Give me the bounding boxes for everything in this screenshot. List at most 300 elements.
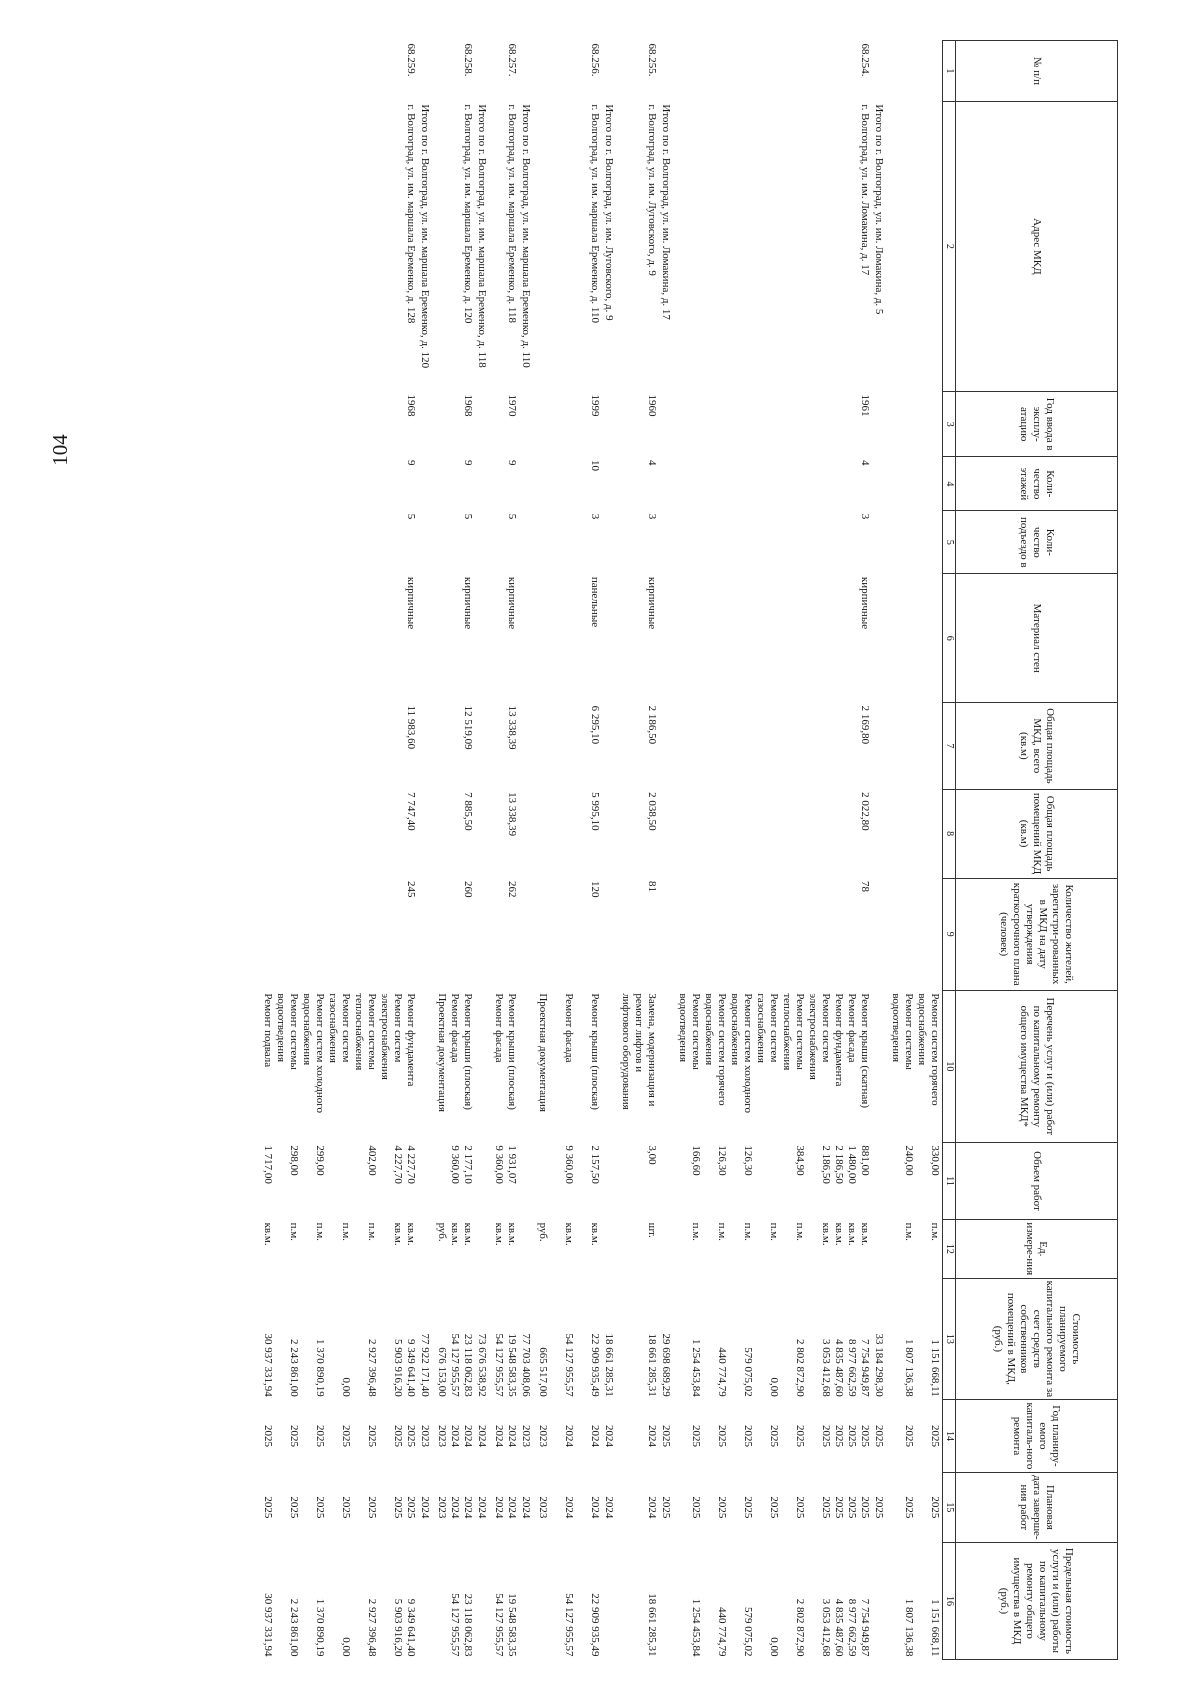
column-number: 16 — [943, 1542, 956, 1659]
repair-cost — [491, 1278, 519, 1400]
building-address — [888, 101, 943, 391]
building-address: г. Волгоград, ул. им. маршала Еременко, д. 110 — [589, 104, 601, 324]
floors-count: 10 — [589, 459, 601, 471]
end-date-line — [352, 1475, 365, 1539]
limit-cost — [888, 1542, 943, 1659]
floors-count: 4 — [859, 459, 871, 466]
total-plan-year-line: 2024 — [476, 1424, 488, 1447]
column-number: 14 — [943, 1400, 956, 1473]
plan-year-line: 2025 — [366, 1424, 378, 1447]
limit-cost-line — [352, 1545, 365, 1656]
work-type-line: теплоснабжения — [353, 993, 365, 1071]
end-date-line: 2025 — [392, 1496, 404, 1519]
total-plan-year — [519, 1400, 535, 1473]
residents-count: 245 — [405, 881, 417, 898]
plan-year-line: 2025 — [903, 1424, 915, 1447]
limit-cost-line: 22 909 935,49 — [589, 1593, 601, 1657]
work-type-line: водоотведения — [890, 993, 902, 1063]
limit-cost-line: 1 254 453,84 — [690, 1598, 702, 1657]
repair-cost-line — [352, 1281, 365, 1397]
work-type-line: Ремонт системы — [903, 993, 915, 1070]
column-number: 2 — [943, 101, 956, 391]
end-date-line — [274, 1475, 287, 1539]
total-area: 2 186,50 — [646, 705, 658, 745]
commission-year: 1999 — [589, 394, 601, 417]
plan-year-line: 2024 — [493, 1424, 505, 1447]
work-type-line: Ремонт крыши (плоская) — [506, 993, 518, 1110]
work-type-line: Ремонт системы — [366, 993, 378, 1070]
plan-year-line: 2025 — [794, 1424, 806, 1447]
limit-cost-line: 19 548 583,35 — [506, 1593, 518, 1657]
limit-cost-line — [676, 1545, 689, 1656]
limit-cost-line: 1 370 890,19 — [314, 1598, 326, 1657]
column-header: Год планиру-емого капиталь-ного ремонта — [956, 1400, 1118, 1473]
rooms-area — [888, 789, 943, 878]
rooms-area: 7 885,50 — [462, 792, 474, 831]
unit — [888, 1220, 943, 1278]
unit — [675, 1220, 872, 1278]
work-type-line: газоснабжения — [327, 993, 339, 1063]
work-type-line: электроснабжения — [379, 993, 391, 1080]
plan-year-line: 2025 — [690, 1424, 702, 1447]
row-number: 68.259. — [405, 43, 417, 77]
building-row — [618, 41, 659, 1660]
work-volume — [434, 1142, 475, 1219]
repair-cost-line — [915, 1281, 928, 1397]
work-volume-line: 2 186,50 — [833, 1145, 845, 1184]
residents-count: 78 — [859, 881, 871, 893]
limit-cost-line — [889, 1545, 902, 1656]
end-date-line: 2025 — [846, 1496, 858, 1519]
limit-cost-line — [915, 1545, 928, 1656]
unit-line: п.м. — [903, 1222, 915, 1241]
unit-line: кв.м. — [589, 1222, 601, 1246]
column-header: Количество жителей, зарегистри-рованных в МКД на дату утверждения краткосрочного плана (человек) — [956, 878, 1118, 990]
work-volume-line — [549, 1145, 562, 1216]
plan-year — [491, 1400, 519, 1473]
work-volume-line — [274, 1145, 287, 1216]
column-number: 13 — [943, 1278, 956, 1400]
repair-cost — [888, 1278, 943, 1400]
repair-cost-line — [326, 1281, 339, 1397]
limit-cost-line: 579 075,02 — [742, 1607, 754, 1657]
plan-year-line: 2025 — [716, 1424, 728, 1447]
entrances-count — [888, 511, 943, 574]
floors-count: 9 — [506, 459, 518, 466]
plan-year-line: 2023 — [436, 1424, 448, 1447]
unit-line: руб. — [436, 1222, 448, 1242]
unit-line — [575, 1223, 588, 1275]
total-end-date-line: 2025 — [660, 1496, 672, 1519]
total-end-date-line: 2025 — [873, 1496, 885, 1519]
plan-year — [888, 1400, 943, 1473]
plan-year-line: 2025 — [859, 1424, 871, 1447]
building-row — [675, 41, 872, 1660]
work-type-line: Ремонт систем холодного — [314, 993, 326, 1113]
plan-year-line: 2025 — [846, 1424, 858, 1447]
total-cost — [475, 1278, 491, 1400]
plan-year-line: 2025 — [768, 1424, 780, 1447]
repair-cost-line: 18 661 285,31 — [646, 1333, 658, 1397]
plan-year-line — [702, 1403, 715, 1470]
unit-line: кв.м. — [563, 1222, 575, 1246]
building-address: г. Волгоград, ул. им. маршала Еременко, д. 120 — [462, 104, 474, 324]
column-header: Общая площадь МКД, всего (кв.м) — [956, 703, 1118, 790]
work-type — [675, 990, 872, 1142]
work-type-line: Ремонт систем холодного — [742, 993, 754, 1113]
plan-year-line: 2025 — [405, 1424, 417, 1447]
total-row — [418, 41, 434, 1660]
building-row — [888, 41, 943, 1660]
plan-year-line — [326, 1403, 339, 1470]
work-volume-line: 9 360,00 — [493, 1145, 505, 1184]
work-volume — [535, 1142, 602, 1219]
plan-year-line: 2024 — [563, 1424, 575, 1447]
unit-line — [806, 1223, 819, 1275]
work-type-line: ремонт лифтов и — [633, 993, 645, 1073]
limit-cost-line: 7 754 949,87 — [859, 1598, 871, 1657]
end-date-line — [632, 1475, 645, 1539]
work-volume-line — [728, 1145, 741, 1216]
unit — [618, 1220, 659, 1278]
end-date-line: 2025 — [859, 1496, 871, 1519]
commission-year: 1968 — [405, 394, 417, 417]
unit-line: п.м. — [742, 1222, 754, 1241]
repair-cost-line: 665 517,00 — [537, 1347, 549, 1397]
total-plan-year-line: 2025 — [660, 1424, 672, 1447]
table-body — [260, 41, 943, 1660]
repair-cost-line: 0,00 — [768, 1377, 780, 1397]
repair-cost-line — [619, 1281, 632, 1397]
work-type-line: Ремонт системы — [288, 993, 300, 1070]
unit-line: кв.м. — [859, 1222, 871, 1246]
unit-line: руб. — [537, 1222, 549, 1242]
column-header: Плановая дата заверше-ния работ — [956, 1472, 1118, 1542]
end-date-line: 2023 — [537, 1496, 549, 1519]
plan-year-line — [676, 1403, 689, 1470]
work-type-line: водоснабжения — [703, 993, 715, 1066]
work-volume-line: 384,90 — [794, 1145, 806, 1176]
repair-plan-table — [260, 40, 1118, 1660]
work-volume-line: 4 227,70 — [392, 1145, 404, 1184]
end-date-line: 2024 — [506, 1496, 518, 1519]
repair-cost-line — [274, 1281, 287, 1397]
work-type-line: Ремонт системы — [690, 993, 702, 1070]
repair-cost-line — [632, 1281, 645, 1397]
building-row — [434, 41, 475, 1660]
work-type-line: Ремонт систем горячего — [716, 993, 728, 1106]
work-volume — [491, 1142, 519, 1219]
end-date-line — [754, 1475, 767, 1539]
rooms-area: 2 038,50 — [646, 792, 658, 831]
repair-cost-line: 54 127 955,57 — [493, 1333, 505, 1397]
column-header: Общая площадь помещений МКД (кв.м) — [956, 789, 1118, 878]
end-date-line — [676, 1475, 689, 1539]
limit-cost-line — [619, 1545, 632, 1656]
total-end-date — [602, 1472, 618, 1542]
work-volume-line: 2 186,50 — [820, 1145, 832, 1184]
entrances-count: 3 — [646, 513, 658, 520]
total-address: Итого по г. Волгоград, ул. им. Ломакина, д. 17 — [660, 104, 672, 320]
plan-year-line: 2025 — [820, 1424, 832, 1447]
unit-line — [702, 1223, 715, 1275]
unit-line: п.м. — [690, 1222, 702, 1241]
repair-cost-line — [780, 1281, 793, 1397]
end-date-line: 2025 — [794, 1496, 806, 1519]
end-date — [618, 1472, 659, 1542]
limit-cost-line: 0,00 — [340, 1637, 352, 1657]
plan-year-line: 2024 — [506, 1424, 518, 1447]
end-date-line: 2025 — [405, 1496, 417, 1519]
total-plan-year — [659, 1400, 675, 1473]
limit-cost-line: 2 927 396,48 — [366, 1598, 378, 1657]
column-number: 7 — [943, 703, 956, 790]
building-row — [491, 41, 519, 1660]
unit-line: п.м. — [929, 1222, 941, 1241]
end-date-line: 2024 — [646, 1496, 658, 1519]
plan-year — [434, 1400, 475, 1473]
end-date-line — [806, 1475, 819, 1539]
building-address: г. Волгоград, ул. им. маршала Еременко, д. 128 — [405, 104, 417, 324]
row-number: 68.257. — [506, 43, 518, 77]
end-date-line — [702, 1475, 715, 1539]
plan-year-line — [575, 1403, 588, 1470]
total-area — [888, 703, 943, 790]
residents-count: 260 — [462, 881, 474, 898]
rooms-area: 5 995,10 — [589, 792, 601, 831]
end-date-line: 2025 — [768, 1496, 780, 1519]
total-end-date-line: 2024 — [476, 1496, 488, 1519]
work-type-line — [549, 993, 562, 1139]
total-end-date — [659, 1472, 675, 1542]
wall-material: панельные — [589, 576, 601, 628]
work-volume-line: 402,00 — [366, 1145, 378, 1176]
unit-line: п.м. — [768, 1222, 780, 1241]
end-date-line — [915, 1475, 928, 1539]
total-row — [519, 41, 535, 1660]
limit-cost-line: 3 053 412,68 — [820, 1598, 832, 1657]
work-volume-line: 166,60 — [690, 1145, 702, 1176]
plan-year-line — [806, 1403, 819, 1470]
plan-year-line — [378, 1403, 391, 1470]
unit-line — [352, 1223, 365, 1275]
work-type-line: Ремонт крыши (плоская) — [589, 993, 601, 1110]
work-type-line: Ремонт крыши (плоская) — [462, 993, 474, 1110]
total-area: 6 295,10 — [589, 705, 601, 745]
total-address: Итого по г. Волгоград, ул. им. Ломакина, д. 5 — [873, 104, 885, 315]
total-cost — [602, 1278, 618, 1400]
unit-line — [728, 1223, 741, 1275]
total-end-date-line: 2024 — [520, 1496, 532, 1519]
total-row — [872, 41, 888, 1660]
unit-line — [780, 1223, 793, 1275]
work-volume-line — [632, 1145, 645, 1216]
repair-cost-line — [378, 1281, 391, 1397]
work-volume — [260, 1142, 418, 1219]
total-plan-year-line: 2023 — [419, 1424, 431, 1447]
work-type — [491, 990, 519, 1142]
entrances-count: 3 — [859, 513, 871, 520]
plan-year-line — [352, 1403, 365, 1470]
end-date-line: 2025 — [340, 1496, 352, 1519]
unit-line: шт. — [646, 1222, 658, 1238]
total-plan-year — [418, 1400, 434, 1473]
end-date-line: 2025 — [929, 1496, 941, 1519]
work-volume-line: 2 157,50 — [589, 1145, 601, 1184]
column-number: 10 — [943, 990, 956, 1142]
work-type-line: Замена, модернизация и — [646, 993, 658, 1107]
unit-line: п.м. — [716, 1222, 728, 1241]
total-plan-year-line: 2025 — [873, 1424, 885, 1447]
end-date-line — [378, 1475, 391, 1539]
total-area: 2 169,80 — [859, 705, 871, 745]
work-type-line: Ремонт фундамента — [405, 993, 417, 1087]
plan-year-line: 2025 — [288, 1424, 300, 1447]
total-row — [475, 41, 491, 1660]
commission-year: 1960 — [646, 394, 658, 417]
repair-cost — [535, 1278, 602, 1400]
entrances-count: 5 — [462, 513, 474, 520]
commission-year: 1961 — [859, 394, 871, 417]
plan-year-line: 2025 — [392, 1424, 404, 1447]
unit-line: кв.м. — [392, 1222, 404, 1246]
plan-year-line: 2024 — [589, 1424, 601, 1447]
limit-cost-line: 54 127 955,57 — [493, 1593, 505, 1657]
wall-material: кирпичные — [646, 576, 658, 630]
entrances-count: 3 — [589, 513, 601, 520]
repair-cost-line: 2 243 861,00 — [288, 1338, 300, 1397]
building-row — [260, 41, 418, 1660]
work-volume-line: 9 360,00 — [449, 1145, 461, 1184]
unit-line: кв.м. — [262, 1222, 274, 1246]
column-header: № п/п — [956, 41, 1118, 102]
limit-cost-line — [728, 1545, 741, 1656]
total-plan-year — [602, 1400, 618, 1473]
limit-cost-line — [300, 1545, 313, 1656]
column-header: Предельная стоимость услуги и (или) работы по капитальному ремонту общего имущества в МКД (руб.) — [956, 1542, 1118, 1659]
unit-line: кв.м. — [493, 1222, 505, 1246]
wall-material: кирпичные — [859, 576, 871, 630]
plan-year-line: 2024 — [449, 1424, 461, 1447]
repair-cost-line: 579 075,02 — [742, 1347, 754, 1397]
entrances-count: 5 — [506, 513, 518, 520]
work-type-line: лифтового оборудования — [620, 993, 632, 1110]
repair-cost-line — [702, 1281, 715, 1397]
unit — [434, 1220, 475, 1278]
limit-cost-line: 54 127 955,57 — [563, 1593, 575, 1657]
commission-year — [888, 391, 943, 457]
repair-cost-line: 8 977 662,59 — [846, 1338, 858, 1397]
plan-year-line: 2025 — [742, 1424, 754, 1447]
unit-line: кв.м. — [820, 1222, 832, 1246]
end-date — [434, 1472, 475, 1542]
unit-line — [378, 1223, 391, 1275]
work-volume-line — [889, 1145, 902, 1216]
work-volume-line — [676, 1145, 689, 1216]
limit-cost-line — [536, 1545, 549, 1656]
column-number: 1 — [943, 41, 956, 102]
work-type-line: Ремонт подвала — [262, 993, 274, 1068]
end-date-line: 2024 — [589, 1496, 601, 1519]
limit-cost-line — [274, 1545, 287, 1656]
limit-cost-line — [378, 1545, 391, 1656]
residents-count: 262 — [506, 881, 518, 898]
row-number: 68.255. — [646, 43, 658, 77]
plan-year — [618, 1400, 659, 1473]
limit-cost-line — [702, 1545, 715, 1656]
unit-line — [300, 1223, 313, 1275]
limit-cost-line — [326, 1545, 339, 1656]
end-date-line — [780, 1475, 793, 1539]
unit-line: п.м. — [794, 1222, 806, 1241]
work-volume-line: 240,00 — [903, 1145, 915, 1176]
end-date-line: 2025 — [742, 1496, 754, 1519]
limit-cost-line: 1 807 136,38 — [903, 1598, 915, 1657]
work-volume-line — [339, 1145, 352, 1216]
end-date-line — [549, 1475, 562, 1539]
work-volume-line — [767, 1145, 780, 1216]
column-number: 4 — [943, 457, 956, 511]
limit-cost-line: 440 774,79 — [716, 1607, 728, 1657]
repair-cost-line: 22 909 935,49 — [589, 1333, 601, 1397]
repair-cost-line: 2 927 396,48 — [366, 1338, 378, 1397]
limit-cost — [618, 1542, 659, 1659]
plan-year-line: 2023 — [537, 1424, 549, 1447]
end-date-line — [619, 1475, 632, 1539]
repair-cost — [675, 1278, 872, 1400]
limit-cost-line: 1 151 668,11 — [929, 1599, 941, 1657]
plan-year-line — [728, 1403, 741, 1470]
repair-cost-line: 4 835 487,60 — [833, 1338, 845, 1397]
unit-line: кв.м. — [462, 1222, 474, 1246]
unit-line — [754, 1223, 767, 1275]
work-type-line: Ремонт крыши (скатная) — [859, 993, 871, 1109]
total-cost-line: 77 703 408,06 — [520, 1333, 532, 1397]
work-volume-line: 299,00 — [314, 1145, 326, 1176]
end-date — [888, 1472, 943, 1542]
plan-year-line — [754, 1403, 767, 1470]
work-type-line: водоотведения — [677, 993, 689, 1063]
end-date-line: 2024 — [493, 1496, 505, 1519]
entrances-count: 5 — [405, 513, 417, 520]
column-header: Перечень услуг и (или) работ по капитальному ремонту общего имущества МКД* — [956, 990, 1118, 1142]
work-volume-line: 9 360,00 — [563, 1145, 575, 1184]
work-volume-line: 881,00 — [859, 1145, 871, 1176]
unit-line: кв.м. — [405, 1222, 417, 1246]
total-cost-line: 77 922 171,40 — [419, 1333, 431, 1397]
total-cost-line: 29 698 689,29 — [660, 1333, 672, 1397]
repair-cost-line: 23 118 062,83 — [462, 1333, 474, 1397]
end-date-line: 2025 — [833, 1496, 845, 1519]
limit-cost — [675, 1542, 872, 1659]
repair-cost-line: 1 151 668,11 — [929, 1339, 941, 1397]
work-type — [888, 990, 943, 1142]
work-volume — [675, 1142, 872, 1219]
work-type-line: Ремонт фасада — [493, 993, 505, 1063]
work-type-line: Ремонт систем — [820, 993, 832, 1063]
rooms-area: 7 747,40 — [405, 792, 417, 831]
work-volume-line — [378, 1145, 391, 1216]
column-number: 9 — [943, 878, 956, 990]
limit-cost-line: 5 903 916,20 — [392, 1598, 404, 1657]
limit-cost-line — [575, 1545, 588, 1656]
total-end-date — [519, 1472, 535, 1542]
work-volume-line — [702, 1145, 715, 1216]
repair-cost-line — [575, 1281, 588, 1397]
row-number: 68.254. — [859, 43, 871, 77]
column-number-row — [943, 41, 956, 1660]
repair-cost-line: 1 254 453,84 — [690, 1338, 702, 1397]
